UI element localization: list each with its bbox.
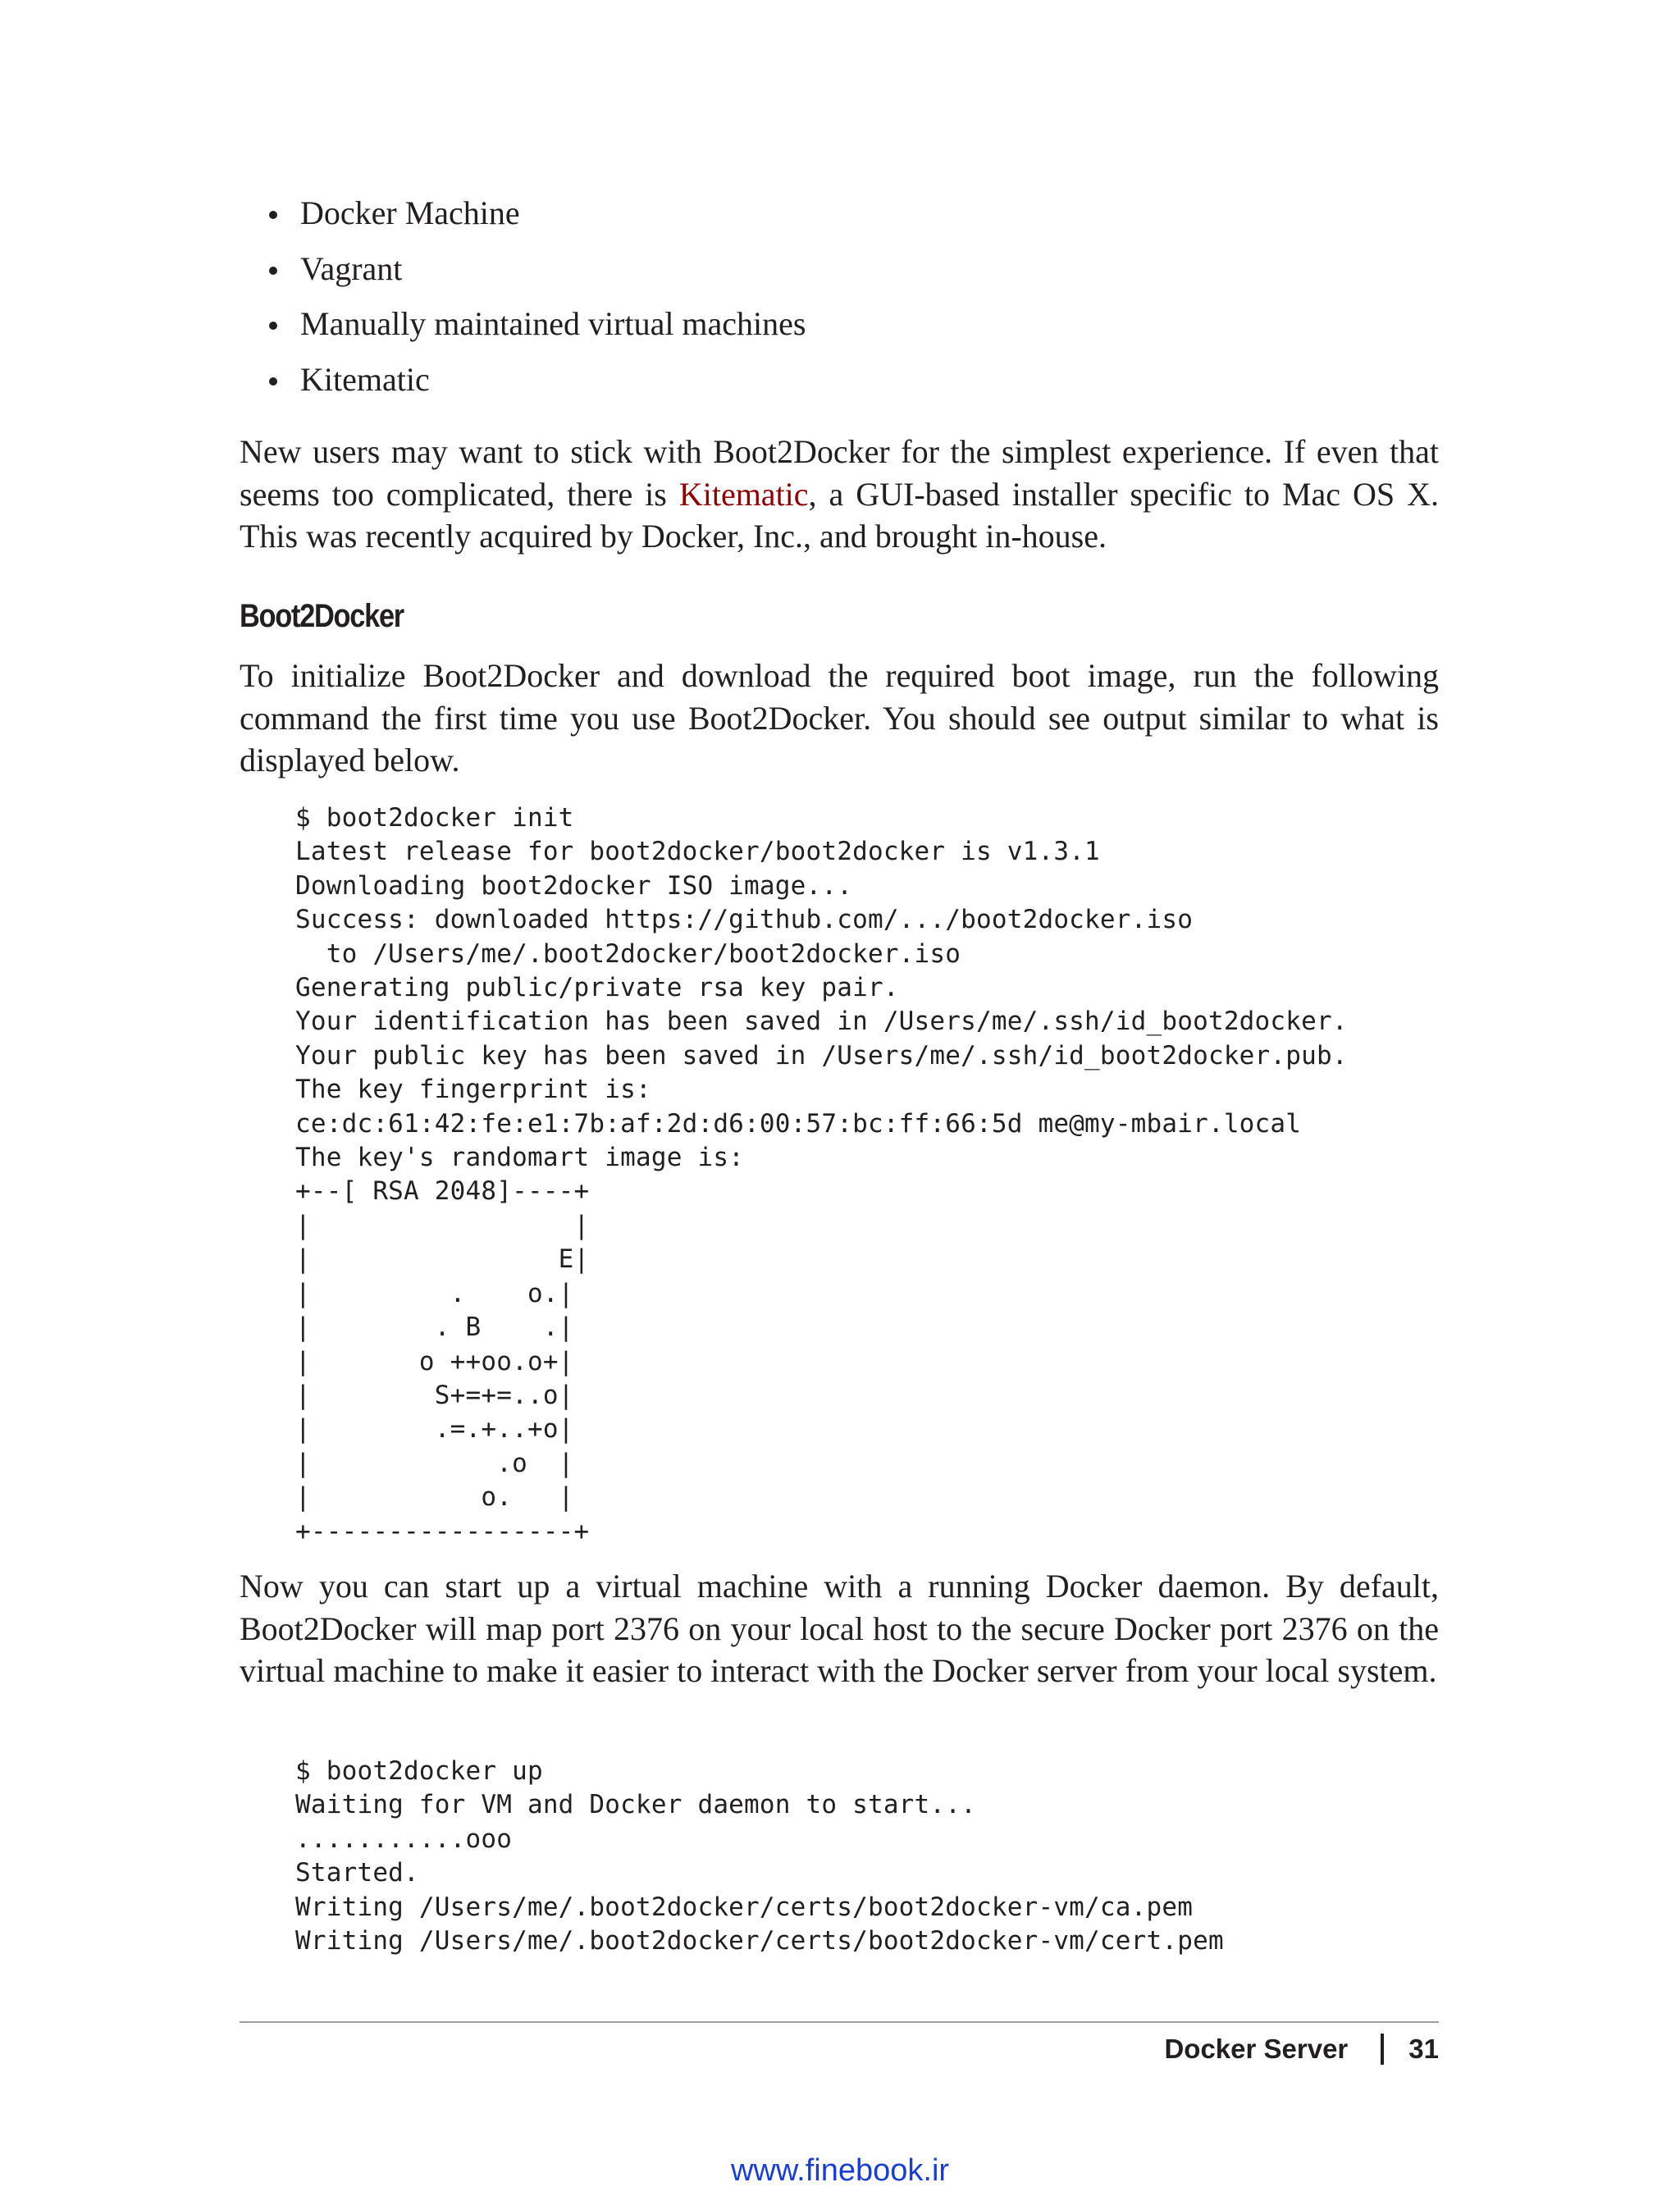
watermark-link[interactable]: www.finebook.ir <box>730 2153 950 2188</box>
bullet-list <box>240 185 806 407</box>
section-heading: Boot2Docker <box>240 598 404 634</box>
bullet-icon <box>269 211 277 219</box>
up-paragraph: Now you can start up a virtual machine with a running Docker daemon. By default, Boot2Docker will map port 2376 on your local host to the secure Docker port 2376 on the virtual machine to make it easier to interact with the Docker server from your local system. <box>240 1568 1439 1689</box>
bullet-icon <box>269 322 277 330</box>
bullet-icon <box>269 377 277 386</box>
footer-divider <box>240 2021 1439 2023</box>
code-block-init: $ boot2docker init Latest release for boot2docker/boot2docker is v1.3.1 Downloading boot2docker ISO image... Success: downloaded https://github.com/.../boot2docker.iso to /Users/me/.boot2docker/boot2docker.iso Generating public/private rsa key pair. Your identification has been saved in /Users/me/.ssh/id_boot2docker. Your public key has been saved in /Users/me/.ssh/id_boot2docker.pub. The key fingerprint is: ce:dc:61:42:fe:e1:7b:af:2d:d6:00:57:bc:ff:66:5d me@my-mbair.local The key's randomart image is: +--[ RSA 2048]----+ | | | E| | . o.| | . B .| | o ++oo.o+| | S+=+=..o| | .=.+..+o| | .o | | o. | +-----------------+ <box>295 803 1348 1546</box>
list-item: Manually maintained virtual machines <box>240 296 806 352</box>
list-item: Kitematic <box>240 352 806 408</box>
page-footer <box>1164 2033 1439 2066</box>
page-number: 31 <box>1408 2034 1439 2064</box>
bullet-icon <box>269 267 277 275</box>
list-item: Vagrant <box>240 241 806 297</box>
code-block-up: $ boot2docker up Waiting for VM and Docker daemon to start... ...........ooo Started. Writing /Users/me/.boot2docker/certs/boot2docker-vm/ca.pem Writing /Users/me/.boot2docker/certs/boot2docker-vm/cert.pem <box>295 1756 1224 1956</box>
footer-separator <box>1381 2034 1384 2065</box>
list-item: Docker Machine <box>240 185 806 241</box>
kitematic-link[interactable]: Kitematic <box>678 475 809 513</box>
init-paragraph: To initialize Boot2Docker and download the required boot image, run the following command the first time you use Boot2Docker. You should see output similar to what is displayed below. <box>240 657 1439 778</box>
intro-paragraph: New users may want to stick with Boot2Docker for the simplest experience. If even that seems too complicated, there is Kitematic, a GUI-based installer specific to Mac OS X. This was recently acquired by Docker, Inc., and brought in-house. <box>240 433 1439 555</box>
footer-section-title: Docker Server <box>1164 2034 1349 2064</box>
